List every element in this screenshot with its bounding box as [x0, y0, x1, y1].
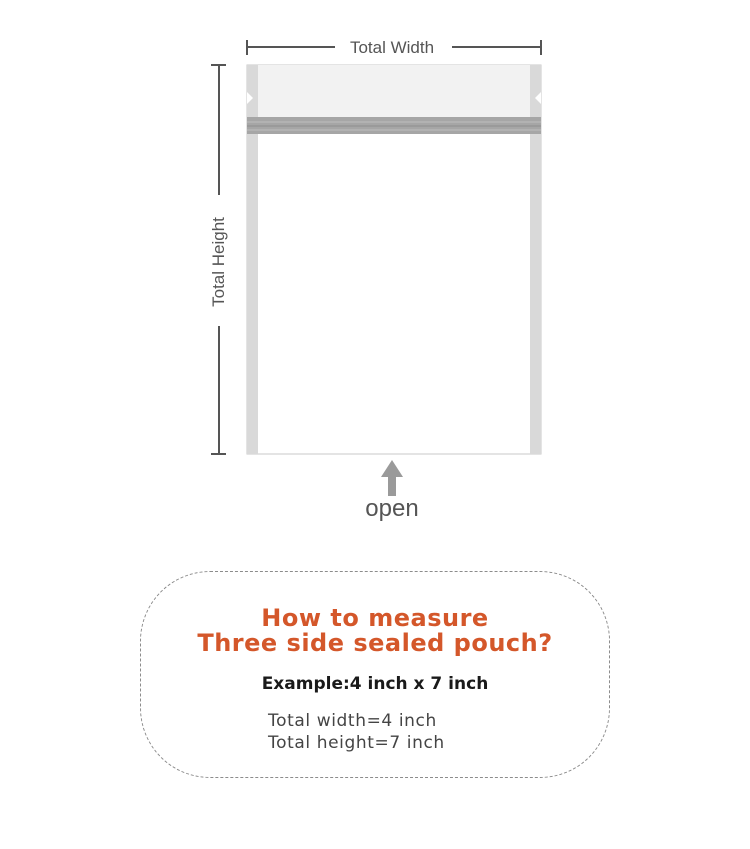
open-label: open — [365, 495, 419, 522]
example-text: Example:4 inch x 7 inch — [261, 674, 489, 694]
height-dimension — [209, 65, 228, 454]
open-indicator — [365, 460, 418, 522]
top-seal-area — [258, 65, 530, 117]
title-line-1: How to measure — [261, 604, 489, 632]
up-arrow-icon — [381, 460, 403, 496]
height-label: Total Height — [209, 217, 228, 307]
total-width-text: Total width=4 inch — [268, 711, 437, 731]
title-line-2: Three side sealed pouch? — [197, 629, 553, 657]
width-dimension — [247, 38, 541, 57]
measurement-info-box — [140, 571, 610, 778]
pouch — [247, 65, 541, 454]
width-label: Total Width — [349, 38, 435, 57]
total-height-text: Total height=7 inch — [268, 733, 445, 753]
